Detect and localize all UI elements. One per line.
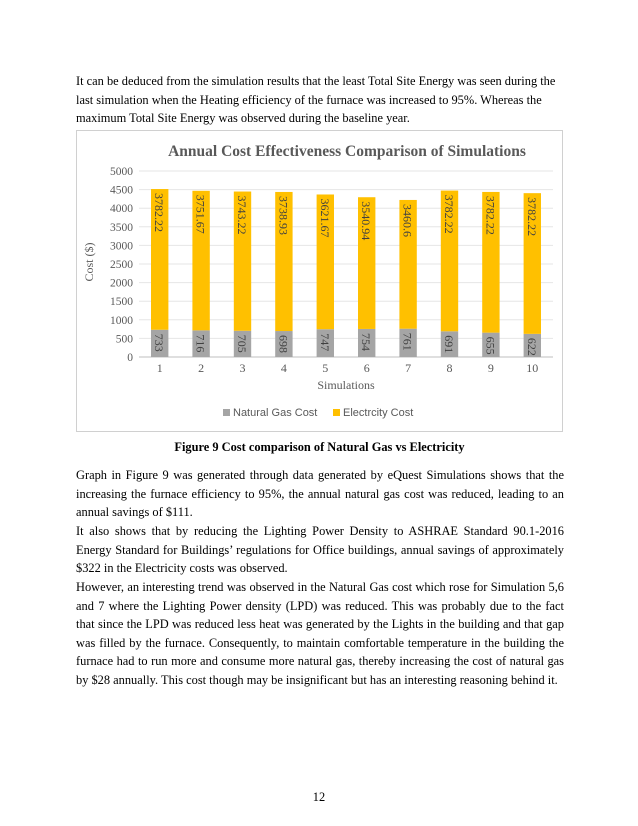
legend-swatch-natural-gas [223,409,230,416]
data-label: 754 [359,332,374,351]
x-tick-label: 3 [239,361,246,375]
data-label: 3751.67 [193,194,208,234]
graph-paragraph: Graph in Figure 9 was generated through data generated by eQuest Simulations shows that the increasing the furnace efficiency to 95%, the annual natural gas cost was reduced, leading to an annual savings of $111. [76,468,564,520]
x-tick-label: 8 [446,361,453,375]
trend-paragraph: However, an interesting trend was observed in the Natural Gas cost which rose for Simulation 5,6 and 7 where the Lighting Power density (LPD) was reduced. This was probably due to the fact that since the LPD was reduced less heat was generated by the Lights in the building and that gap was filled by the furnace. Consequently, to maintain comfortable temperature in the building the furnace had to run more and consume more natural gas, thereby increasing the cost of natural gas by $28 annually. This cost though may be insignificant but has an interesting reasoning behind it. [76,580,564,687]
data-label: 622 [524,337,539,356]
page-number: 12 [312,790,326,804]
data-label: 691 [442,335,456,354]
x-axis-title: Simulations [317,378,375,392]
data-label: 3782.22 [524,197,539,237]
y-tick-label: 4500 [110,184,133,197]
lighting-paragraph: It also shows that by reducing the Lighting Power Density to ASHRAE Standard 90.1-2016 Energy Standard for Buildings’ regulations for Office buildings, annual savings of approximately $322 in the Electricity costs was observed. [76,524,564,576]
x-tick-label: 5 [322,361,329,375]
y-tick-label: 2000 [110,277,133,290]
y-tick-label: 1000 [110,314,133,327]
y-tick-label: 3000 [110,240,133,253]
data-label: 3782.22 [483,195,498,235]
x-tick-label: 1 [156,361,163,375]
y-tick-label: 4000 [110,203,133,216]
stacked-bar-chart [77,131,562,431]
chart-legend [223,407,413,419]
y-tick-label: 0 [127,352,133,364]
data-label: 3743.22 [235,195,249,235]
x-tick-label: 7 [405,361,412,375]
data-label: 761 [400,332,415,351]
x-tick-label: 4 [280,361,287,375]
x-tick-label: 6 [363,361,370,375]
x-tick-label: 2 [198,361,205,375]
data-label: 3738.93 [276,195,291,235]
legend-label-electricity: Electrcity Cost [343,407,414,419]
data-label: 698 [276,335,291,354]
intro-paragraph: It can be deduced from the simulation results that the least Total Site Energy was seen during the last simulation when the Heating efficiency of the furnace was increased to 95%. Whereas the maximum Total Site Energy was observed during the baseline year. [76,74,556,126]
data-label: 705 [235,334,249,353]
data-label: 733 [152,333,167,352]
figure-caption: Figure 9 Cost comparison of Natural Gas vs Electricity [174,440,465,454]
data-label: 3782.22 [152,193,167,233]
legend-label-natural-gas: Natural Gas Cost [233,407,318,419]
legend-swatch-electricity [333,409,340,416]
data-label: 3782.22 [442,194,456,234]
data-label: 3540.94 [359,201,374,241]
data-label: 3460.6 [400,203,415,237]
data-label: 655 [483,336,498,355]
y-tick-label: 2500 [110,259,133,271]
x-tick-label: 9 [487,361,494,375]
y-tick-label: 5000 [110,166,133,178]
y-tick-label: 500 [115,333,133,346]
x-tick-label: 10 [526,361,539,375]
chart-title: Annual Cost Effectiveness Comparison of Simulations [168,143,526,160]
data-label: 3621.67 [317,198,332,238]
data-label: 747 [317,333,332,352]
chart-container [76,130,563,432]
y-tick-label: 3500 [110,221,133,234]
y-axis-title: Cost ($) [82,242,96,282]
y-tick-label: 1500 [110,296,133,309]
data-label: 716 [193,334,208,353]
